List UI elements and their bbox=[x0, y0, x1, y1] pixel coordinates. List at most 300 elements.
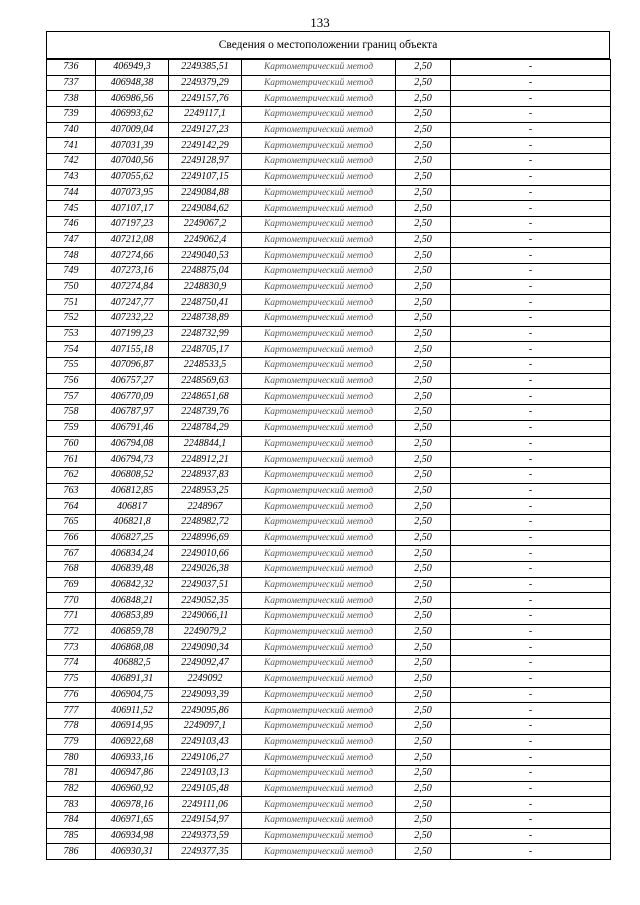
accuracy-cell: 2,50 bbox=[396, 844, 451, 860]
y-coordinate-cell: 2248967 bbox=[169, 499, 242, 515]
y-coordinate-cell: 2249052,35 bbox=[169, 593, 242, 609]
method-cell: Картометрический метод bbox=[242, 405, 396, 421]
method-cell: Картометрический метод bbox=[242, 138, 396, 154]
x-coordinate-cell: 406911,52 bbox=[96, 703, 169, 719]
description-cell: - bbox=[451, 311, 611, 327]
accuracy-cell: 2,50 bbox=[396, 797, 451, 813]
table-row bbox=[47, 326, 611, 342]
description-cell: - bbox=[451, 216, 611, 232]
table-row bbox=[47, 216, 611, 232]
table-header-title: Сведения о местоположении границ объекта bbox=[46, 31, 610, 59]
table-row bbox=[47, 295, 611, 311]
method-cell: Картометрический метод bbox=[242, 373, 396, 389]
y-coordinate-cell: 2248912,21 bbox=[169, 452, 242, 468]
y-coordinate-cell: 2248784,29 bbox=[169, 420, 242, 436]
method-cell: Картометрический метод bbox=[242, 91, 396, 107]
accuracy-cell: 2,50 bbox=[396, 467, 451, 483]
table-row bbox=[47, 185, 611, 201]
x-coordinate-cell: 407107,17 bbox=[96, 201, 169, 217]
point-number-cell: 744 bbox=[47, 185, 96, 201]
accuracy-cell: 2,50 bbox=[396, 765, 451, 781]
accuracy-cell: 2,50 bbox=[396, 154, 451, 170]
description-cell: - bbox=[451, 546, 611, 562]
table-row bbox=[47, 358, 611, 374]
description-cell: - bbox=[451, 750, 611, 766]
table-row bbox=[47, 122, 611, 138]
accuracy-cell: 2,50 bbox=[396, 624, 451, 640]
y-coordinate-cell: 2249107,15 bbox=[169, 169, 242, 185]
table-row bbox=[47, 687, 611, 703]
y-coordinate-cell: 2249105,48 bbox=[169, 781, 242, 797]
y-coordinate-cell: 2249377,35 bbox=[169, 844, 242, 860]
accuracy-cell: 2,50 bbox=[396, 405, 451, 421]
table-row bbox=[47, 609, 611, 625]
method-cell: Картометрический метод bbox=[242, 185, 396, 201]
x-coordinate-cell: 406933,16 bbox=[96, 750, 169, 766]
description-cell: - bbox=[451, 687, 611, 703]
x-coordinate-cell: 407212,08 bbox=[96, 232, 169, 248]
point-number-cell: 749 bbox=[47, 263, 96, 279]
point-number-cell: 781 bbox=[47, 765, 96, 781]
x-coordinate-cell: 406821,8 bbox=[96, 514, 169, 530]
x-coordinate-cell: 406791,46 bbox=[96, 420, 169, 436]
method-cell: Картометрический метод bbox=[242, 122, 396, 138]
y-coordinate-cell: 2248533,5 bbox=[169, 358, 242, 374]
point-number-cell: 762 bbox=[47, 467, 96, 483]
table-row bbox=[47, 640, 611, 656]
accuracy-cell: 2,50 bbox=[396, 122, 451, 138]
method-cell: Картометрический метод bbox=[242, 60, 396, 76]
accuracy-cell: 2,50 bbox=[396, 107, 451, 123]
y-coordinate-cell: 2249106,27 bbox=[169, 750, 242, 766]
description-cell: - bbox=[451, 326, 611, 342]
method-cell: Картометрический метод bbox=[242, 609, 396, 625]
table-row bbox=[47, 154, 611, 170]
y-coordinate-cell: 2249103,13 bbox=[169, 765, 242, 781]
accuracy-cell: 2,50 bbox=[396, 781, 451, 797]
point-number-cell: 773 bbox=[47, 640, 96, 656]
x-coordinate-cell: 406922,68 bbox=[96, 734, 169, 750]
table-row bbox=[47, 813, 611, 829]
accuracy-cell: 2,50 bbox=[396, 295, 451, 311]
accuracy-cell: 2,50 bbox=[396, 687, 451, 703]
method-cell: Картометрический метод bbox=[242, 671, 396, 687]
table-row bbox=[47, 91, 611, 107]
table-row bbox=[47, 656, 611, 672]
description-cell: - bbox=[451, 624, 611, 640]
method-cell: Картометрический метод bbox=[242, 718, 396, 734]
y-coordinate-cell: 2249062,4 bbox=[169, 232, 242, 248]
description-cell: - bbox=[451, 122, 611, 138]
y-coordinate-cell: 2249095,86 bbox=[169, 703, 242, 719]
x-coordinate-cell: 407274,66 bbox=[96, 248, 169, 264]
description-cell: - bbox=[451, 389, 611, 405]
description-cell: - bbox=[451, 703, 611, 719]
x-coordinate-cell: 406827,25 bbox=[96, 530, 169, 546]
y-coordinate-cell: 2249093,39 bbox=[169, 687, 242, 703]
point-number-cell: 761 bbox=[47, 452, 96, 468]
x-coordinate-cell: 406971,65 bbox=[96, 813, 169, 829]
x-coordinate-cell: 406882,5 bbox=[96, 656, 169, 672]
y-coordinate-cell: 2249379,29 bbox=[169, 75, 242, 91]
x-coordinate-cell: 406914,95 bbox=[96, 718, 169, 734]
y-coordinate-cell: 2249084,88 bbox=[169, 185, 242, 201]
table-row bbox=[47, 467, 611, 483]
x-coordinate-cell: 406817 bbox=[96, 499, 169, 515]
accuracy-cell: 2,50 bbox=[396, 514, 451, 530]
method-cell: Картометрический метод bbox=[242, 765, 396, 781]
accuracy-cell: 2,50 bbox=[396, 703, 451, 719]
table-row bbox=[47, 342, 611, 358]
x-coordinate-cell: 407009,04 bbox=[96, 122, 169, 138]
y-coordinate-cell: 2248937,83 bbox=[169, 467, 242, 483]
description-cell: - bbox=[451, 499, 611, 515]
point-number-cell: 753 bbox=[47, 326, 96, 342]
point-number-cell: 768 bbox=[47, 562, 96, 578]
method-cell: Картометрический метод bbox=[242, 546, 396, 562]
y-coordinate-cell: 2248739,76 bbox=[169, 405, 242, 421]
method-cell: Картометрический метод bbox=[242, 216, 396, 232]
y-coordinate-cell: 2249103,43 bbox=[169, 734, 242, 750]
accuracy-cell: 2,50 bbox=[396, 562, 451, 578]
y-coordinate-cell: 2248996,69 bbox=[169, 530, 242, 546]
table-row bbox=[47, 562, 611, 578]
accuracy-cell: 2,50 bbox=[396, 342, 451, 358]
table-row bbox=[47, 499, 611, 515]
description-cell: - bbox=[451, 593, 611, 609]
point-number-cell: 752 bbox=[47, 311, 96, 327]
table-row bbox=[47, 263, 611, 279]
y-coordinate-cell: 2248738,89 bbox=[169, 311, 242, 327]
x-coordinate-cell: 407199,23 bbox=[96, 326, 169, 342]
x-coordinate-cell: 406930,31 bbox=[96, 844, 169, 860]
method-cell: Картометрический метод bbox=[242, 75, 396, 91]
accuracy-cell: 2,50 bbox=[396, 389, 451, 405]
description-cell: - bbox=[451, 405, 611, 421]
method-cell: Картометрический метод bbox=[242, 797, 396, 813]
accuracy-cell: 2,50 bbox=[396, 138, 451, 154]
point-number-cell: 783 bbox=[47, 797, 96, 813]
accuracy-cell: 2,50 bbox=[396, 436, 451, 452]
table-row bbox=[47, 201, 611, 217]
method-cell: Картометрический метод bbox=[242, 734, 396, 750]
point-number-cell: 777 bbox=[47, 703, 96, 719]
point-number-cell: 746 bbox=[47, 216, 96, 232]
description-cell: - bbox=[451, 107, 611, 123]
x-coordinate-cell: 407247,77 bbox=[96, 295, 169, 311]
description-cell: - bbox=[451, 232, 611, 248]
method-cell: Картометрический метод bbox=[242, 781, 396, 797]
x-coordinate-cell: 406960,92 bbox=[96, 781, 169, 797]
method-cell: Картометрический метод bbox=[242, 232, 396, 248]
accuracy-cell: 2,50 bbox=[396, 530, 451, 546]
table-row bbox=[47, 828, 611, 844]
table-row bbox=[47, 232, 611, 248]
method-cell: Картометрический метод bbox=[242, 562, 396, 578]
accuracy-cell: 2,50 bbox=[396, 91, 451, 107]
method-cell: Картометрический метод bbox=[242, 169, 396, 185]
point-number-cell: 754 bbox=[47, 342, 96, 358]
method-cell: Картометрический метод bbox=[242, 358, 396, 374]
point-number-cell: 758 bbox=[47, 405, 96, 421]
y-coordinate-cell: 2248732,99 bbox=[169, 326, 242, 342]
method-cell: Картометрический метод bbox=[242, 687, 396, 703]
y-coordinate-cell: 2249079,2 bbox=[169, 624, 242, 640]
method-cell: Картометрический метод bbox=[242, 828, 396, 844]
accuracy-cell: 2,50 bbox=[396, 483, 451, 499]
description-cell: - bbox=[451, 201, 611, 217]
accuracy-cell: 2,50 bbox=[396, 263, 451, 279]
description-cell: - bbox=[451, 718, 611, 734]
y-coordinate-cell: 2249117,1 bbox=[169, 107, 242, 123]
table-row bbox=[47, 107, 611, 123]
table-row bbox=[47, 624, 611, 640]
table-row bbox=[47, 452, 611, 468]
y-coordinate-cell: 2249066,11 bbox=[169, 609, 242, 625]
description-cell: - bbox=[451, 420, 611, 436]
method-cell: Картометрический метод bbox=[242, 593, 396, 609]
method-cell: Картометрический метод bbox=[242, 656, 396, 672]
y-coordinate-cell: 2248705,17 bbox=[169, 342, 242, 358]
method-cell: Картометрический метод bbox=[242, 844, 396, 860]
x-coordinate-cell: 406904,75 bbox=[96, 687, 169, 703]
accuracy-cell: 2,50 bbox=[396, 813, 451, 829]
x-coordinate-cell: 406839,48 bbox=[96, 562, 169, 578]
point-number-cell: 760 bbox=[47, 436, 96, 452]
description-cell: - bbox=[451, 248, 611, 264]
boundary-coordinates-table bbox=[46, 59, 611, 860]
x-coordinate-cell: 406834,24 bbox=[96, 546, 169, 562]
x-coordinate-cell: 406934,98 bbox=[96, 828, 169, 844]
x-coordinate-cell: 406757,27 bbox=[96, 373, 169, 389]
description-cell: - bbox=[451, 279, 611, 295]
y-coordinate-cell: 2249067,2 bbox=[169, 216, 242, 232]
description-cell: - bbox=[451, 530, 611, 546]
y-coordinate-cell: 2249097,1 bbox=[169, 718, 242, 734]
y-coordinate-cell: 2248844,1 bbox=[169, 436, 242, 452]
x-coordinate-cell: 407155,18 bbox=[96, 342, 169, 358]
method-cell: Картометрический метод bbox=[242, 624, 396, 640]
description-cell: - bbox=[451, 483, 611, 499]
table-row bbox=[47, 279, 611, 295]
point-number-cell: 784 bbox=[47, 813, 96, 829]
accuracy-cell: 2,50 bbox=[396, 499, 451, 515]
point-number-cell: 774 bbox=[47, 656, 96, 672]
y-coordinate-cell: 2249090,34 bbox=[169, 640, 242, 656]
x-coordinate-cell: 407274,84 bbox=[96, 279, 169, 295]
y-coordinate-cell: 2249127,23 bbox=[169, 122, 242, 138]
y-coordinate-cell: 2248953,25 bbox=[169, 483, 242, 499]
y-coordinate-cell: 2249092 bbox=[169, 671, 242, 687]
method-cell: Картометрический метод bbox=[242, 342, 396, 358]
point-number-cell: 785 bbox=[47, 828, 96, 844]
description-cell: - bbox=[451, 797, 611, 813]
table-row bbox=[47, 60, 611, 76]
y-coordinate-cell: 2249157,76 bbox=[169, 91, 242, 107]
method-cell: Картометрический метод bbox=[242, 326, 396, 342]
x-coordinate-cell: 406947,86 bbox=[96, 765, 169, 781]
x-coordinate-cell: 407273,16 bbox=[96, 263, 169, 279]
accuracy-cell: 2,50 bbox=[396, 358, 451, 374]
point-number-cell: 786 bbox=[47, 844, 96, 860]
method-cell: Картометрический метод bbox=[242, 248, 396, 264]
point-number-cell: 771 bbox=[47, 609, 96, 625]
table-row bbox=[47, 797, 611, 813]
table-row bbox=[47, 734, 611, 750]
point-number-cell: 782 bbox=[47, 781, 96, 797]
point-number-cell: 757 bbox=[47, 389, 96, 405]
point-number-cell: 769 bbox=[47, 577, 96, 593]
y-coordinate-cell: 2249142,29 bbox=[169, 138, 242, 154]
x-coordinate-cell: 406949,3 bbox=[96, 60, 169, 76]
x-coordinate-cell: 406948,38 bbox=[96, 75, 169, 91]
description-cell: - bbox=[451, 436, 611, 452]
y-coordinate-cell: 2248982,72 bbox=[169, 514, 242, 530]
method-cell: Картометрический метод bbox=[242, 514, 396, 530]
y-coordinate-cell: 2248651,68 bbox=[169, 389, 242, 405]
accuracy-cell: 2,50 bbox=[396, 169, 451, 185]
table-row bbox=[47, 844, 611, 860]
method-cell: Картометрический метод bbox=[242, 389, 396, 405]
point-number-cell: 756 bbox=[47, 373, 96, 389]
description-cell: - bbox=[451, 452, 611, 468]
accuracy-cell: 2,50 bbox=[396, 279, 451, 295]
method-cell: Картометрический метод bbox=[242, 154, 396, 170]
table-row bbox=[47, 718, 611, 734]
description-cell: - bbox=[451, 828, 611, 844]
accuracy-cell: 2,50 bbox=[396, 718, 451, 734]
description-cell: - bbox=[451, 373, 611, 389]
accuracy-cell: 2,50 bbox=[396, 201, 451, 217]
accuracy-cell: 2,50 bbox=[396, 609, 451, 625]
description-cell: - bbox=[451, 138, 611, 154]
y-coordinate-cell: 2249037,51 bbox=[169, 577, 242, 593]
method-cell: Картометрический метод bbox=[242, 640, 396, 656]
x-coordinate-cell: 406993,62 bbox=[96, 107, 169, 123]
x-coordinate-cell: 406848,21 bbox=[96, 593, 169, 609]
method-cell: Картометрический метод bbox=[242, 467, 396, 483]
point-number-cell: 780 bbox=[47, 750, 96, 766]
description-cell: - bbox=[451, 154, 611, 170]
y-coordinate-cell: 2249111,06 bbox=[169, 797, 242, 813]
y-coordinate-cell: 2249154,97 bbox=[169, 813, 242, 829]
method-cell: Картометрический метод bbox=[242, 703, 396, 719]
accuracy-cell: 2,50 bbox=[396, 75, 451, 91]
accuracy-cell: 2,50 bbox=[396, 640, 451, 656]
point-number-cell: 736 bbox=[47, 60, 96, 76]
point-number-cell: 740 bbox=[47, 122, 96, 138]
table-row bbox=[47, 514, 611, 530]
accuracy-cell: 2,50 bbox=[396, 671, 451, 687]
table-row bbox=[47, 436, 611, 452]
table-row bbox=[47, 420, 611, 436]
description-cell: - bbox=[451, 671, 611, 687]
method-cell: Картометрический метод bbox=[242, 577, 396, 593]
y-coordinate-cell: 2249092,47 bbox=[169, 656, 242, 672]
table-row bbox=[47, 169, 611, 185]
description-cell: - bbox=[451, 358, 611, 374]
table-row bbox=[47, 405, 611, 421]
description-cell: - bbox=[451, 185, 611, 201]
point-number-cell: 775 bbox=[47, 671, 96, 687]
x-coordinate-cell: 406853,89 bbox=[96, 609, 169, 625]
point-number-cell: 770 bbox=[47, 593, 96, 609]
table-row bbox=[47, 765, 611, 781]
method-cell: Картометрический метод bbox=[242, 499, 396, 515]
x-coordinate-cell: 406794,08 bbox=[96, 436, 169, 452]
x-coordinate-cell: 407031,39 bbox=[96, 138, 169, 154]
x-coordinate-cell: 406868,08 bbox=[96, 640, 169, 656]
point-number-cell: 759 bbox=[47, 420, 96, 436]
method-cell: Картометрический метод bbox=[242, 750, 396, 766]
accuracy-cell: 2,50 bbox=[396, 750, 451, 766]
x-coordinate-cell: 406787,97 bbox=[96, 405, 169, 421]
x-coordinate-cell: 407197,23 bbox=[96, 216, 169, 232]
method-cell: Картометрический метод bbox=[242, 530, 396, 546]
x-coordinate-cell: 406842,32 bbox=[96, 577, 169, 593]
point-number-cell: 737 bbox=[47, 75, 96, 91]
y-coordinate-cell: 2249373,59 bbox=[169, 828, 242, 844]
point-number-cell: 766 bbox=[47, 530, 96, 546]
description-cell: - bbox=[451, 656, 611, 672]
accuracy-cell: 2,50 bbox=[396, 216, 451, 232]
y-coordinate-cell: 2248569,63 bbox=[169, 373, 242, 389]
table-row bbox=[47, 750, 611, 766]
y-coordinate-cell: 2248830,9 bbox=[169, 279, 242, 295]
description-cell: - bbox=[451, 844, 611, 860]
method-cell: Картометрический метод bbox=[242, 483, 396, 499]
accuracy-cell: 2,50 bbox=[396, 828, 451, 844]
description-cell: - bbox=[451, 60, 611, 76]
accuracy-cell: 2,50 bbox=[396, 60, 451, 76]
table-row bbox=[47, 577, 611, 593]
y-coordinate-cell: 2248875,04 bbox=[169, 263, 242, 279]
table-row bbox=[47, 703, 611, 719]
accuracy-cell: 2,50 bbox=[396, 248, 451, 264]
y-coordinate-cell: 2249026,38 bbox=[169, 562, 242, 578]
boundary-table-container bbox=[46, 31, 610, 860]
point-number-cell: 748 bbox=[47, 248, 96, 264]
x-coordinate-cell: 406859,78 bbox=[96, 624, 169, 640]
description-cell: - bbox=[451, 781, 611, 797]
description-cell: - bbox=[451, 562, 611, 578]
accuracy-cell: 2,50 bbox=[396, 577, 451, 593]
accuracy-cell: 2,50 bbox=[396, 656, 451, 672]
point-number-cell: 776 bbox=[47, 687, 96, 703]
y-coordinate-cell: 2249128,97 bbox=[169, 154, 242, 170]
x-coordinate-cell: 406986,56 bbox=[96, 91, 169, 107]
table-row bbox=[47, 593, 611, 609]
point-number-cell: 772 bbox=[47, 624, 96, 640]
point-number-cell: 738 bbox=[47, 91, 96, 107]
accuracy-cell: 2,50 bbox=[396, 452, 451, 468]
description-cell: - bbox=[451, 765, 611, 781]
x-coordinate-cell: 407040,56 bbox=[96, 154, 169, 170]
method-cell: Картометрический метод bbox=[242, 311, 396, 327]
x-coordinate-cell: 406812,85 bbox=[96, 483, 169, 499]
table-row bbox=[47, 373, 611, 389]
y-coordinate-cell: 2249040,53 bbox=[169, 248, 242, 264]
point-number-cell: 763 bbox=[47, 483, 96, 499]
accuracy-cell: 2,50 bbox=[396, 311, 451, 327]
x-coordinate-cell: 407096,87 bbox=[96, 358, 169, 374]
table-row bbox=[47, 671, 611, 687]
method-cell: Картометрический метод bbox=[242, 295, 396, 311]
point-number-cell: 751 bbox=[47, 295, 96, 311]
description-cell: - bbox=[451, 609, 611, 625]
accuracy-cell: 2,50 bbox=[396, 185, 451, 201]
y-coordinate-cell: 2249084,62 bbox=[169, 201, 242, 217]
